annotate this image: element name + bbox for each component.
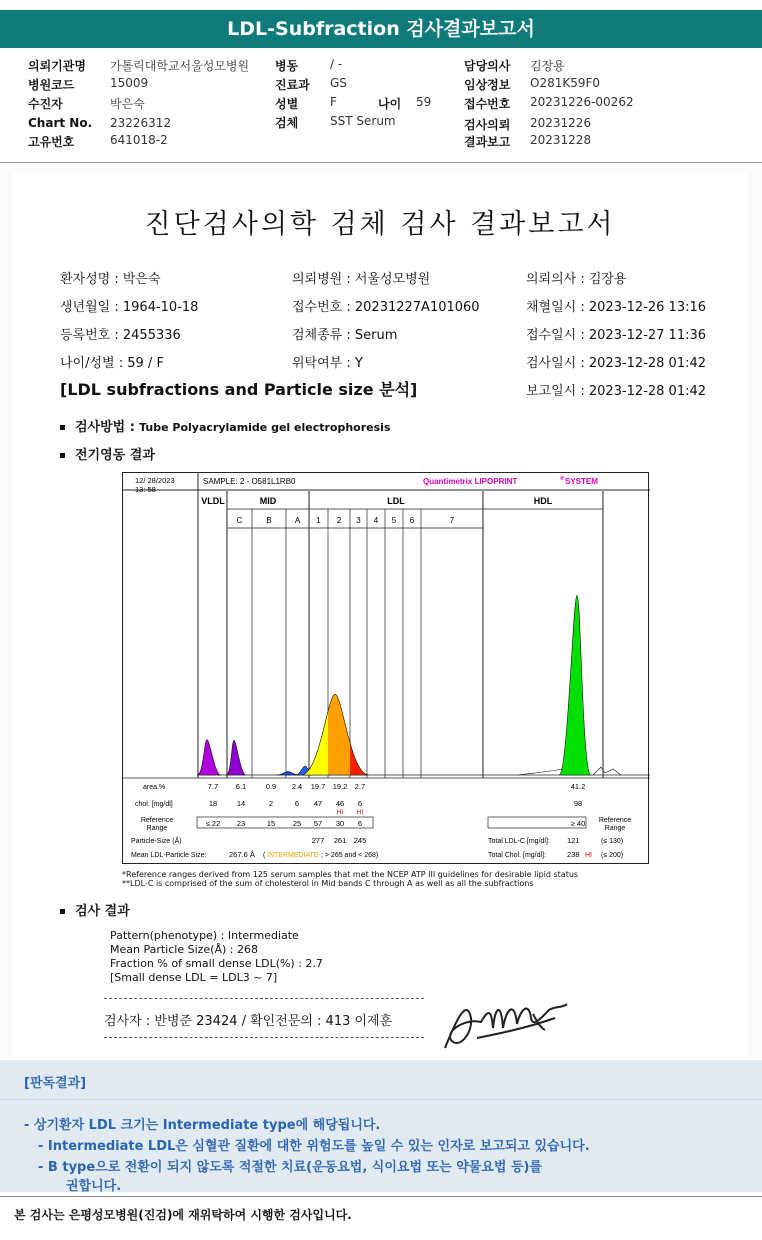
mean-range: ; > 265 and < 268) bbox=[321, 852, 379, 859]
header-label: 진료과 bbox=[275, 78, 310, 92]
band-label: B bbox=[266, 516, 272, 525]
group-label: LDL bbox=[387, 496, 405, 506]
sign-divider-bottom bbox=[104, 1037, 424, 1038]
band-label: C bbox=[236, 516, 243, 525]
header-label: 수진자 bbox=[28, 97, 63, 111]
ref-right-label: Range bbox=[604, 825, 626, 832]
area-value: 19.2 bbox=[332, 782, 348, 791]
chol-value: 47 bbox=[313, 799, 323, 808]
ref-value: 57 bbox=[313, 819, 323, 828]
ref-label: Range bbox=[146, 825, 168, 832]
sign-divider-top bbox=[104, 998, 424, 999]
chart-brand: Quantimetrix LIPOPRINT bbox=[423, 477, 518, 486]
area-value: 2.4 bbox=[291, 782, 303, 791]
chol-value: 6 bbox=[357, 799, 363, 808]
header-label: 검체 bbox=[275, 116, 299, 130]
document-title: 진단검사의학 검체 검사 결과보고서 bbox=[144, 209, 616, 240]
particle-label: Particle-Size (Å) bbox=[131, 838, 182, 845]
area-value: 41.2 bbox=[570, 782, 586, 791]
chol-value: 2 bbox=[268, 799, 274, 808]
group-label: MID bbox=[259, 496, 277, 506]
header-label: 의뢰기관명 bbox=[28, 59, 86, 73]
header-value: 15009 bbox=[110, 76, 149, 90]
ref-box bbox=[197, 817, 373, 828]
method-label: 검사방법 : bbox=[75, 420, 135, 435]
header-label: 담당의사 bbox=[464, 59, 511, 73]
total-ldl-ref: (≤ 130) bbox=[601, 838, 624, 845]
hi-flag: HI bbox=[336, 809, 344, 816]
peak-hdl bbox=[559, 595, 591, 775]
header-value: 김장용 bbox=[530, 59, 565, 73]
interpretation-line: - Intermediate LDL은 심혈관 질환에 대한 위험도를 높일 수 있는 인자로 보고되고 있습니다. bbox=[38, 1139, 590, 1154]
header-label: 고유번호 bbox=[28, 135, 75, 149]
header-value: 641018-2 bbox=[110, 133, 168, 147]
header-label: 병동 bbox=[275, 59, 299, 73]
interpretation-line: - 상기환자 LDL 크기는 Intermediate type에 해당됩니다. bbox=[24, 1118, 381, 1133]
ref-hdl: ≥ 40 bbox=[570, 819, 586, 828]
info-birth: 생년월일 : 1964-10-18 bbox=[60, 300, 199, 315]
header-value: 20231226 bbox=[530, 116, 592, 130]
band-label: 5 bbox=[391, 516, 397, 525]
chart-time: 13: 58 bbox=[135, 485, 156, 494]
footnote-1: *Reference ranges derived from 125 serum samples that met the NCEP ATP III guidelines for desirable lipid status bbox=[122, 870, 579, 879]
chart-brand-sup: ® bbox=[560, 476, 565, 482]
electrophoresis-label: 전기영동 결과 bbox=[75, 448, 155, 463]
header-label: 성별 bbox=[275, 97, 299, 111]
interpretation-header bbox=[0, 1060, 762, 1100]
header-value: 박은숙 bbox=[110, 97, 145, 111]
bullet-icon bbox=[60, 425, 65, 430]
info-receive-time: 접수일시 : 2023-12-27 11:36 bbox=[526, 328, 707, 343]
chol-value: 46 bbox=[335, 799, 345, 808]
interpretation-panel bbox=[0, 1060, 762, 1192]
header-divider bbox=[0, 162, 762, 163]
band-label: 6 bbox=[409, 516, 415, 525]
signer-line: 검사자 : 반병준 23424 / 확인전문의 : 413 이제훈 bbox=[104, 1014, 393, 1029]
mean-class: INTERMEDIATE bbox=[267, 852, 319, 859]
ref-value: 6 bbox=[357, 819, 363, 828]
method-line bbox=[60, 416, 391, 435]
info-reg-no: 등록번호 : 2455336 bbox=[60, 328, 181, 343]
band-label: 4 bbox=[373, 516, 379, 525]
particle-value: 245 bbox=[353, 836, 367, 845]
info-draw-time: 채혈일시 : 2023-12-26 13:16 bbox=[526, 300, 707, 315]
age-value: 59 bbox=[416, 95, 432, 109]
chart-brand-tail: SYSTEM bbox=[565, 477, 598, 486]
band-label: 1 bbox=[316, 516, 321, 525]
report-title: LDL-Subfraction 검사결과보고서 bbox=[0, 10, 762, 48]
area-value: 2.7 bbox=[354, 782, 366, 791]
result-line: Mean Particle Size(Å) : 268 bbox=[110, 943, 258, 956]
results-block bbox=[110, 929, 323, 985]
mean-paren: ( bbox=[263, 852, 266, 859]
band-label: 7 bbox=[449, 516, 455, 525]
chart-svg bbox=[123, 473, 650, 865]
chol-value: 14 bbox=[236, 799, 246, 808]
bullet-icon bbox=[60, 453, 65, 458]
info-test-time: 검사일시 : 2023-12-28 01:42 bbox=[526, 356, 707, 371]
header-label: 임상정보 bbox=[464, 78, 511, 92]
ref-value: 15 bbox=[266, 819, 276, 828]
ref-value: ≤ 22 bbox=[205, 819, 221, 828]
ref-value: 23 bbox=[236, 819, 246, 828]
group-label: VLDL bbox=[201, 496, 225, 506]
header-value: 가톨릭대학교서울성모병원 bbox=[110, 59, 250, 73]
hi-flag: HI bbox=[356, 809, 364, 816]
results-label: 검사 결과 bbox=[75, 904, 130, 919]
header-value: F bbox=[330, 95, 337, 109]
total-chol-flag: HI bbox=[585, 852, 592, 859]
info-doctor: 의뢰의사 : 김장용 bbox=[526, 272, 627, 287]
header-label: 병원코드 bbox=[28, 78, 75, 92]
interpretation-line: - B type으로 전환이 되지 않도록 적절한 치료(운동요법, 식이요법 또는 약물요법 등)를 bbox=[38, 1160, 543, 1175]
header-label: Chart No. bbox=[28, 116, 93, 130]
analysis-subtitle: [LDL subfractions and Particle size 분석] bbox=[60, 380, 418, 399]
total-ldl-label: Total LDL-C [mg/dl]: bbox=[488, 838, 550, 845]
lipoprint-chart bbox=[122, 472, 649, 864]
interpretation-line: 권합니다. bbox=[66, 1179, 122, 1194]
chol-value: 18 bbox=[208, 799, 218, 808]
result-line: Fraction % of small dense LDL(%) : 2.7 bbox=[110, 957, 323, 970]
interpretation-title: [판독결과] bbox=[24, 1076, 87, 1091]
header-value: / - bbox=[330, 57, 343, 71]
hdl-baseline-trace bbox=[518, 769, 563, 775]
total-chol-label: Total Chol. [mg/dl]: bbox=[488, 852, 546, 859]
band-label: A bbox=[294, 516, 301, 525]
header-label: 검사의뢰 bbox=[464, 118, 511, 132]
info-specimen: 검체종류 : Serum bbox=[292, 328, 398, 343]
header-value: 20231228 bbox=[530, 133, 592, 147]
footnote-2: **LDL-C is comprised of the sum of cholesterol in Mid bands C through A as well as all the subfractions bbox=[122, 879, 534, 888]
total-chol-value: 238 bbox=[567, 850, 580, 859]
info-name: 환자성명 : 박은숙 bbox=[60, 272, 161, 287]
mean-size-value: 267.6 Å bbox=[229, 850, 255, 859]
header-value: GS bbox=[330, 76, 347, 90]
info-report-time: 보고일시 : 2023-12-28 01:42 bbox=[526, 384, 707, 399]
ref-right-label: Reference bbox=[598, 817, 632, 824]
header-value: 23226312 bbox=[110, 116, 172, 130]
area-value: 7.7 bbox=[207, 782, 219, 791]
report-page bbox=[12, 172, 748, 1056]
area-value: 0.9 bbox=[265, 782, 277, 791]
method-value: Tube Polyacrylamide gel electrophoresis bbox=[139, 421, 391, 434]
band-label: 2 bbox=[336, 516, 342, 525]
scanned-report bbox=[0, 168, 762, 1058]
ref-value: 25 bbox=[292, 819, 302, 828]
chol-value: 6 bbox=[294, 799, 300, 808]
chart-sample: SAMPLE: 2 - O581L1RB0 bbox=[203, 477, 296, 486]
particle-value: 261 bbox=[333, 836, 347, 845]
header-label: 결과보고 bbox=[464, 135, 511, 149]
peak-vldl bbox=[197, 740, 221, 775]
results-heading bbox=[60, 900, 130, 919]
hdl-tail-trace bbox=[593, 767, 621, 775]
report-header bbox=[0, 55, 762, 155]
age-label: 나이 bbox=[378, 97, 402, 111]
group-label: HDL bbox=[533, 496, 553, 506]
chol-row-label: chol. [mg/dl] bbox=[135, 801, 173, 808]
total-chol-ref: (≤ 200) bbox=[601, 852, 624, 859]
info-receipt: 접수번호 : 20231227A101060 bbox=[292, 300, 480, 315]
area-value: 19.7 bbox=[310, 782, 326, 791]
bullet-icon bbox=[60, 909, 65, 914]
particle-value: 277 bbox=[311, 836, 325, 845]
area-row-label: area.% bbox=[143, 784, 166, 791]
info-consign: 위탁여부 : Y bbox=[292, 356, 363, 371]
total-ldl-value: 121 bbox=[567, 836, 580, 845]
header-value: SST Serum bbox=[330, 114, 396, 128]
ref-value: 30 bbox=[335, 819, 345, 828]
header-value: O281K59F0 bbox=[530, 76, 601, 90]
ref-label: Reference bbox=[140, 817, 174, 824]
band-label: 3 bbox=[356, 516, 361, 525]
peak-mid-c bbox=[226, 740, 246, 775]
signature-icon bbox=[437, 988, 577, 1058]
info-hospital: 의뢰병원 : 서울성모병원 bbox=[292, 272, 431, 287]
result-line: [Small dense LDL = LDL3 ~ 7] bbox=[110, 971, 278, 984]
footer-text: 본 검사는 은평성모병원(진검)에 재위탁하여 시행한 검사입니다. bbox=[14, 1208, 352, 1222]
chol-value: 98 bbox=[573, 799, 583, 808]
chart-date: 12/ 28/2023 bbox=[135, 476, 175, 485]
result-line: Pattern(phenotype) : Intermediate bbox=[110, 929, 299, 942]
header-row bbox=[28, 57, 86, 74]
info-age-sex: 나이/성별 : 59 / F bbox=[60, 356, 164, 371]
peak-ldl2 bbox=[301, 694, 369, 775]
header-value: 20231226-00262 bbox=[530, 95, 634, 109]
mean-size-label: Mean LDL-Particle Size: bbox=[131, 852, 207, 859]
footer-note bbox=[0, 1196, 762, 1240]
electrophoresis-heading bbox=[60, 444, 155, 463]
header-label: 접수번호 bbox=[464, 97, 511, 111]
area-value: 6.1 bbox=[235, 782, 247, 791]
